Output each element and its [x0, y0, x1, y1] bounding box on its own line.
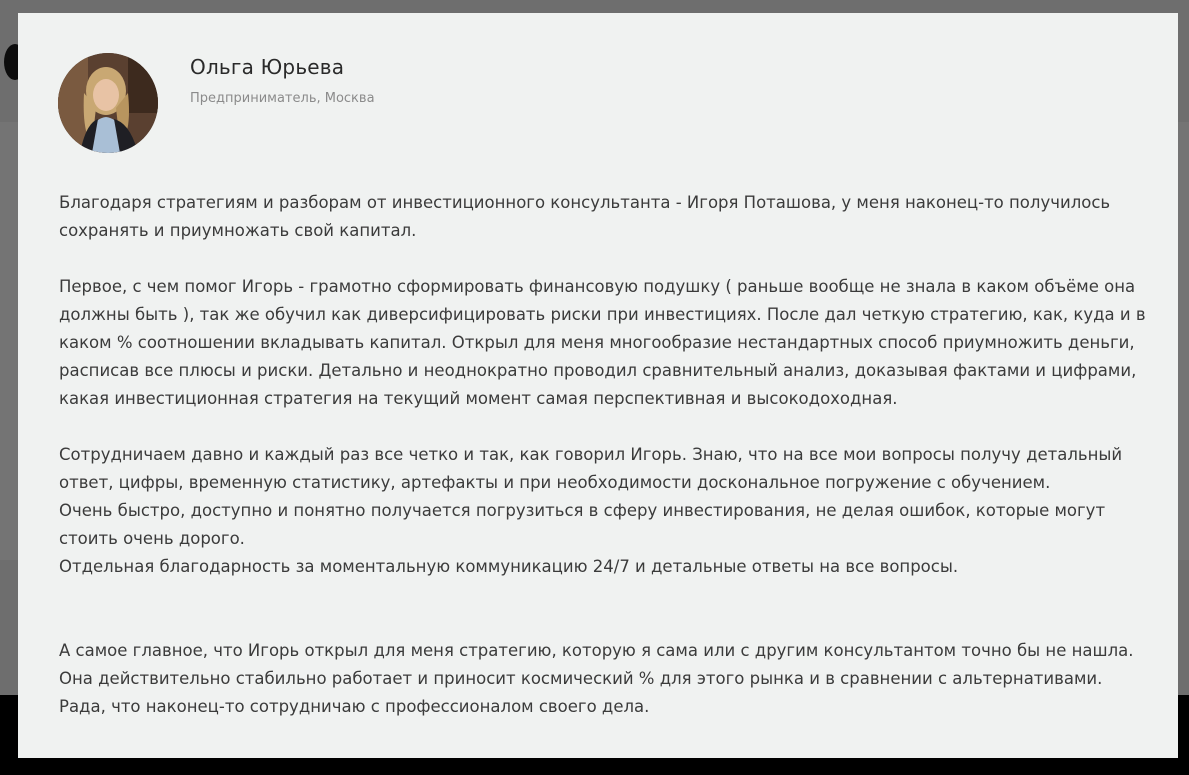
- review-line: должны быть ), так же обучил как диверсифицировать риски при инвестициях. После дал четкую стратегию, как, куда и в: [59, 305, 1146, 324]
- avatar: [58, 53, 158, 153]
- avatar-photo: [58, 53, 158, 153]
- review-line: сохранять и приумножать свой капитал.: [59, 221, 417, 240]
- review-paragraph-3: [59, 441, 1149, 581]
- author-role: Предприниматель, Москва: [190, 91, 375, 106]
- review-line: Сотрудничаем давно и каждый раз все четко и так, как говорил Игорь. Знаю, что на все мои вопросы получу детальный: [59, 445, 1123, 464]
- author-name: Ольга Юрьева: [190, 55, 345, 79]
- review-line: ответ, цифры, временную статистику, артефакты и при необходимости доскональное погружение с обучением.: [59, 473, 1051, 492]
- review-line: Первое, с чем помог Игорь - грамотно сформировать финансовую подушку ( раньше вообще не знала в каком объёме она: [59, 277, 1136, 296]
- review-line: Благодаря стратегиям и разборам от инвестиционного консультанта - Игоря Поташова, у меня наконец-то получилось: [59, 193, 1111, 212]
- review-line: Рада, что наконец-то сотрудничаю с профессионалом своего дела.: [59, 697, 650, 716]
- review-line: стоить очень дорого.: [59, 529, 245, 548]
- review-paragraph-4: [59, 637, 1149, 721]
- review-line: какая инвестиционная стратегия на текущий момент самая перспективная и высокодоходная.: [59, 389, 898, 408]
- review-line: А самое главное, что Игорь открыл для меня стратегию, которую я сама или с другим консультантом точно бы не нашла.: [59, 641, 1134, 660]
- review-line: Отдельная благодарность за моментальную коммуникацию 24/7 и детальные ответы на все вопросы.: [59, 557, 959, 576]
- review-paragraph-1: [59, 189, 1149, 245]
- review-line: расписав все плюсы и риски. Детально и неоднократно проводил сравнительный анализ, доказывая фактами и цифрами,: [59, 361, 1137, 380]
- review-line: Она действительно стабильно работает и приносит космический % для этого рынка и в сравнении с альтернативами.: [59, 669, 1103, 688]
- review-text: [59, 189, 1149, 721]
- review-paragraph-2: [59, 273, 1149, 413]
- review-modal: [18, 13, 1178, 758]
- review-line: Очень быстро, доступно и понятно получается погрузиться в сферу инвестирования, не делая ошибок, которые могут: [59, 501, 1106, 520]
- review-line: каком % соотношении вкладывать капитал. Открыл для меня многообразие нестандартных способ приумножить деньги,: [59, 333, 1135, 352]
